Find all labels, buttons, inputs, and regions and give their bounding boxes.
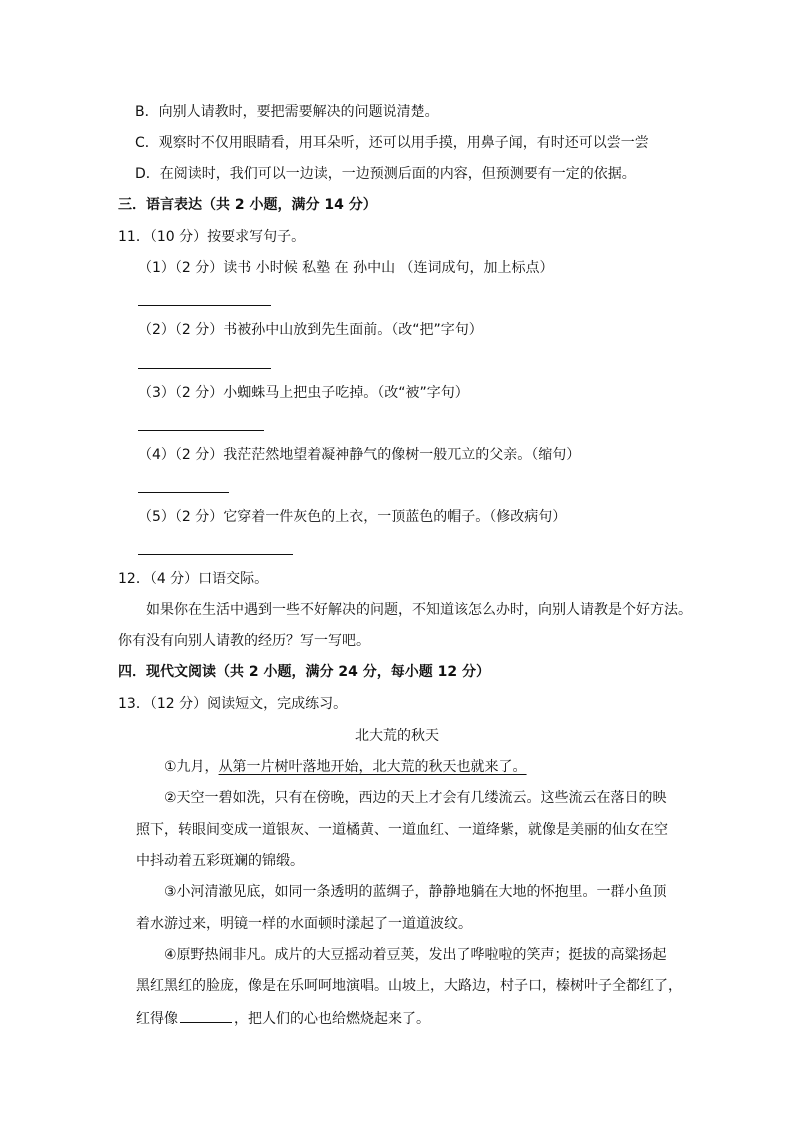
passage-para-2-line-1: ②天空一碧如洗，只有在傍晚，西边的天上才会有几缕流云。这些流云在落日的映	[164, 790, 667, 806]
passage-para-1	[164, 757, 527, 777]
q12-prompt-line-2: 你有没有向别人请教的经历？写一写吧。	[118, 633, 370, 649]
q11-answer-line-3[interactable]	[138, 430, 264, 431]
q11-stem: 11．（10 分）按要求写句子。	[118, 229, 306, 245]
q11-answer-line-2[interactable]	[138, 368, 271, 369]
passage-para-3-line-1: ③小河清澈见底，如同一条透明的蓝绸子，静静地躺在大地的怀抱里。一群小鱼顶	[164, 884, 667, 900]
passage-para-4-line-3	[136, 1008, 430, 1029]
q11-answer-line-4[interactable]	[138, 492, 229, 493]
passage-para-2-line-2: 照下，转眼间变成一道银灰、一道橘黄、一道血红、一道绛紫，就像是美丽的仙女在空	[136, 822, 668, 838]
q11-answer-line-1[interactable]	[138, 305, 271, 306]
passage-para-4-line-2: 黑红黑红的脸庞，像是在乐呵呵地演唱。山坡上，大路边，村子口，榛树叶子全都红了，	[136, 978, 682, 994]
q10-option-c: C．观察时不仅用眼睛看，用耳朵听，还可以用手摸，用鼻子闻，有时还可以尝一尝	[135, 135, 649, 151]
para-1-underlined-sentence: 从第一片树叶落地开始，北大荒的秋天也就来了。	[218, 759, 527, 775]
passage-para-2-line-3: 中抖动着五彩斑斓的锦缎。	[136, 853, 304, 869]
q11-item-1: （1）（2 分）读书 小时候 私塾 在 孙中山 （连词成句，加上标点）	[138, 260, 554, 276]
para-1-number: ①九月，	[164, 759, 219, 775]
passage-para-4-line-1: ④原野热闹非凡。成片的大豆摇动着豆荚，发出了哗啦啦的笑声；挺拔的高粱扬起	[164, 947, 667, 963]
q11-item-4: （4）（2 分）我茫茫然地望着凝神静气的像树一般兀立的父亲。（缩句）	[138, 447, 581, 463]
q13-stem: 13．（12 分）阅读短文，完成练习。	[118, 696, 348, 712]
passage-title: 北大荒的秋天	[355, 728, 439, 744]
q10-option-d: D．在阅读时，我们可以一边读，一边预测后面的内容，但预测要有一定的依据。	[135, 166, 636, 182]
section3-heading: 三．语言表达（共 2 小题，满分 14 分）	[118, 197, 377, 213]
q10-option-b: B．向别人请教时，要把需要解决的问题说清楚。	[135, 104, 439, 120]
section4-heading: 四．现代文阅读（共 2 小题，满分 24 分，每小题 12 分）	[118, 664, 490, 680]
q11-answer-line-5[interactable]	[138, 554, 293, 555]
para-4-line-3-start: 红得像	[136, 1011, 178, 1027]
para-4-line-3-end: ，把人们的心也给燃烧起来了。	[234, 1011, 430, 1027]
fill-in-blank[interactable]	[180, 1008, 232, 1023]
q12-prompt-line-1: 如果你在生活中遇到一些不好解决的问题，不知道该怎么办时，向别人请教是个好方法。	[146, 602, 692, 618]
q12-stem: 12．（4 分）口语交际。	[118, 571, 269, 587]
q11-item-2: （2）（2 分）书被孙中山放到先生面前。（改“把”字句）	[138, 322, 483, 338]
passage-para-3-line-2: 着水游过来，明镜一样的水面顿时漾起了一道道波纹。	[136, 916, 472, 932]
q11-item-3: （3）（2 分）小蜘蛛马上把虫子吃掉。（改“被”字句）	[138, 385, 469, 401]
q11-item-5: （5）（2 分）它穿着一件灰色的上衣，一顶蓝色的帽子。（修改病句）	[138, 509, 567, 525]
